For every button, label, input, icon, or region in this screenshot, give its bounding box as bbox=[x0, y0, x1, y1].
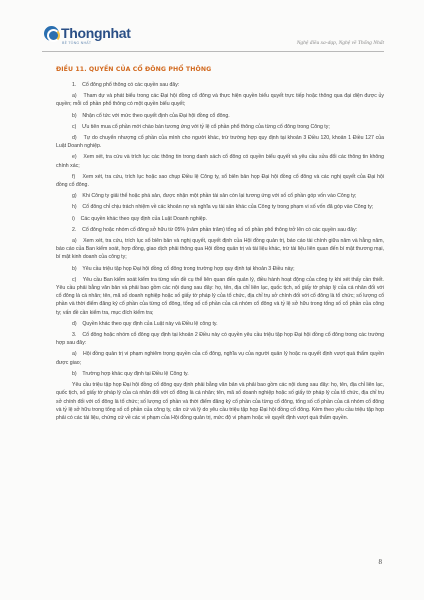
paragraph: b) Trường hợp khác quy định tại Điều lệ Công ty. bbox=[72, 370, 189, 377]
page-number: 8 bbox=[378, 558, 382, 566]
document-body bbox=[56, 66, 384, 425]
paragraph: b) Yêu cầu triệu tập họp Đại hội đồng cổ đông trong trường hợp quy định tại khoản 3 Điều này; bbox=[72, 265, 295, 272]
section-heading: ĐIỀU 11. QUYỀN CỦA CỔ ĐÔNG PHỔ THÔNG bbox=[56, 66, 212, 73]
paragraph: 3. Cổ đông hoặc nhóm cổ đông quy định tại khoản 2 Điều này có quyền yêu cầu triệu tập họp Đại hội đồng cổ đông trong các trường hợp sau đây: bbox=[56, 332, 384, 347]
header-divider bbox=[42, 51, 384, 52]
page-header bbox=[0, 0, 424, 60]
paragraph: b) Nhận cổ tức với mức theo quyết định của Đại hội đồng cổ đông. bbox=[72, 112, 230, 119]
paragraph: 1. Cổ đông phổ thông có các quyền sau đây: bbox=[72, 82, 180, 88]
logo-mark-icon bbox=[44, 26, 59, 41]
paragraph: c) Yêu cầu Ban kiểm soát kiểm tra từng vấn đề cụ thể liên quan đến quản lý, điều hành hoạt động của công ty khi xét thấy cần thiết. Yêu cầu phải bằng văn bản và phải bao gồm các nội dung sau đây: họ, tên, địa chỉ liên lạc, quốc tịch, số giấy tờ pháp lý của cá nhân đối với cổ đông là cá nhân; tên, mã số doanh nghiệp hoặc số giấy tờ pháp lý của tổ chức, địa chỉ trụ sở chính đối với cổ đông là tổ chức; số lượng cổ phần và thời điểm đăng ký cổ phần của từng cổ đông, tổng số cổ phần của cả nhóm cổ đông và tỷ lệ sở hữu trong tổng số cổ phần của công ty; vấn đề cần kiểm tra, mục đích kiểm tra; bbox=[56, 276, 384, 316]
paragraph: g) Khi Công ty giải thể hoặc phá sản, được nhận một phần tài sản còn lại tương ứng với số cổ phần góp vốn vào Công ty; bbox=[72, 193, 357, 200]
paragraph: a) Xem xét, tra cứu, trích lục sổ biên bản và nghị quyết, quyết định của Hội đồng quản trị, báo cáo tài chính giữa năm và hằng năm, báo cáo của Ban kiểm soát, hợp đồng, giao dịch phải thông qua Hội đồng quản trị và tài liệu khác, trừ tài liệu liên quan đến bí mật thương mại, bí mật kinh doanh của công ty; bbox=[56, 238, 384, 261]
logo-subtext: BÊ TÔNG NHẤT bbox=[62, 41, 92, 45]
paragraph: d) Tự do chuyển nhượng cổ phần của mình cho người khác, trừ trường hợp quy định tại khoản 3 Điều 120, khoản 1 Điều 127 của Luật Doanh nghiệp. bbox=[56, 135, 384, 150]
paragraph: 2. Cổ đông hoặc nhóm cổ đông sở hữu từ 05% (năm phần trăm) tổng số cổ phần phổ thông trở lên có các quyền sau đây: bbox=[72, 226, 358, 233]
paragraph: f) Xem xét, tra cứu, trích lục hoặc sao chụp Điều lệ Công ty, sổ biên bản họp Đại hội đồng cổ đông và các nghị quyết của Đại hội đồng cổ đông. bbox=[56, 173, 384, 189]
paragraph: a) Tham dự và phát biểu trong các Đại hội đồng cổ đông và thực hiện quyền biểu quyết trực tiếp hoặc thông qua đại diện được ủy quyền; mỗi cổ phần phổ thông có một quyền biểu quyết; bbox=[56, 93, 384, 108]
paragraph: h) Cổ đông chỉ chịu trách nhiệm về các khoản nợ và nghĩa vụ tài sản khác của Công ty trong phạm vi số vốn đã góp vào Công ty; bbox=[72, 204, 374, 211]
paragraph: d) Quyền khác theo quy định của Luật này và Điều lệ công ty. bbox=[72, 320, 218, 327]
paragraph: Yêu cầu triệu tập họp Đại hội đồng cổ đông quy định phải bằng văn bản và phải bao gồm các nội dung sau đây: họ, tên, địa chỉ liên lạc, quốc tịch, số giấy tờ pháp lý của cá nhân đối với cổ đông là cá nhân; tên, mã số doanh nghiệp hoặc số giấy tờ pháp lý của tổ chức, địa chỉ trụ sở chính đối với cổ đông là tổ chức; số lượng cổ phần và thời điểm đăng ký cổ phần của từng cổ đông, tổng số cổ phần của cả nhóm cổ đông và tỷ lệ sở hữu trong tổng số cổ phần của công ty, căn cứ và lý do yêu cầu triệu tập họp Đại hội đồng cổ đông. Kèm theo yêu cầu triệu tập họp phải có các tài liệu, chứng cứ về các vi phạm của Hội đồng quản trị, mức độ vi phạm hoặc về quyết định vượt quá thẩm quyền. bbox=[56, 382, 384, 421]
paragraph: c) Ưu tiên mua cổ phần mới chào bán tương ứng với tỷ lệ cổ phần phổ thông của từng cổ đông trong Công ty; bbox=[72, 123, 330, 130]
paragraph: a) Hội đồng quản trị vi phạm nghiêm trọng quyền của cổ đông, nghĩa vụ của người quản lý hoặc ra quyết định vượt quá thẩm quyền được giao; bbox=[56, 351, 384, 366]
header-tagline: Nghệ điều xa-dạp, Nghệ về Thống Nhất bbox=[296, 40, 384, 46]
company-logo bbox=[44, 24, 131, 42]
logo-text: Thongnhat bbox=[61, 25, 131, 41]
paragraph: i) Các quyền khác theo quy định của Luật Doanh nghiệp. bbox=[72, 215, 207, 222]
paragraph: e) Xem xét, tra cứu và trích lục các thông tin trong danh sách cổ đông có quyền biểu quyết và yêu cầu sửa đổi các thông tin không chính xác; bbox=[56, 154, 384, 169]
